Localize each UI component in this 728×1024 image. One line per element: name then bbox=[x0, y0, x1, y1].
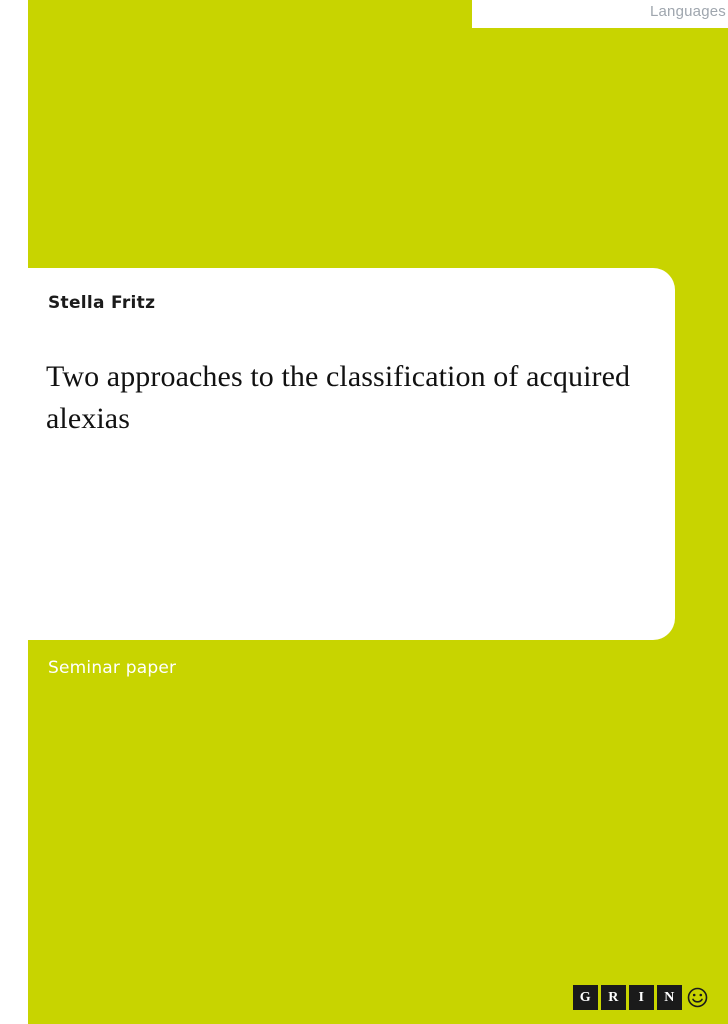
category-label: Languages bbox=[649, 3, 726, 20]
grin-logo bbox=[573, 985, 710, 1010]
document-type-label: Seminar paper bbox=[48, 658, 177, 678]
grin-letter-g: G bbox=[573, 985, 598, 1010]
page-title: Two approaches to the classification of acquired alexias bbox=[46, 360, 631, 435]
grin-letter-i: I bbox=[629, 985, 654, 1010]
title-card bbox=[0, 268, 675, 640]
author-name: Stella Fritz bbox=[48, 293, 156, 313]
grin-letter-r: R bbox=[601, 985, 626, 1010]
smiley-icon bbox=[685, 985, 710, 1010]
grin-letter-n: N bbox=[657, 985, 682, 1010]
